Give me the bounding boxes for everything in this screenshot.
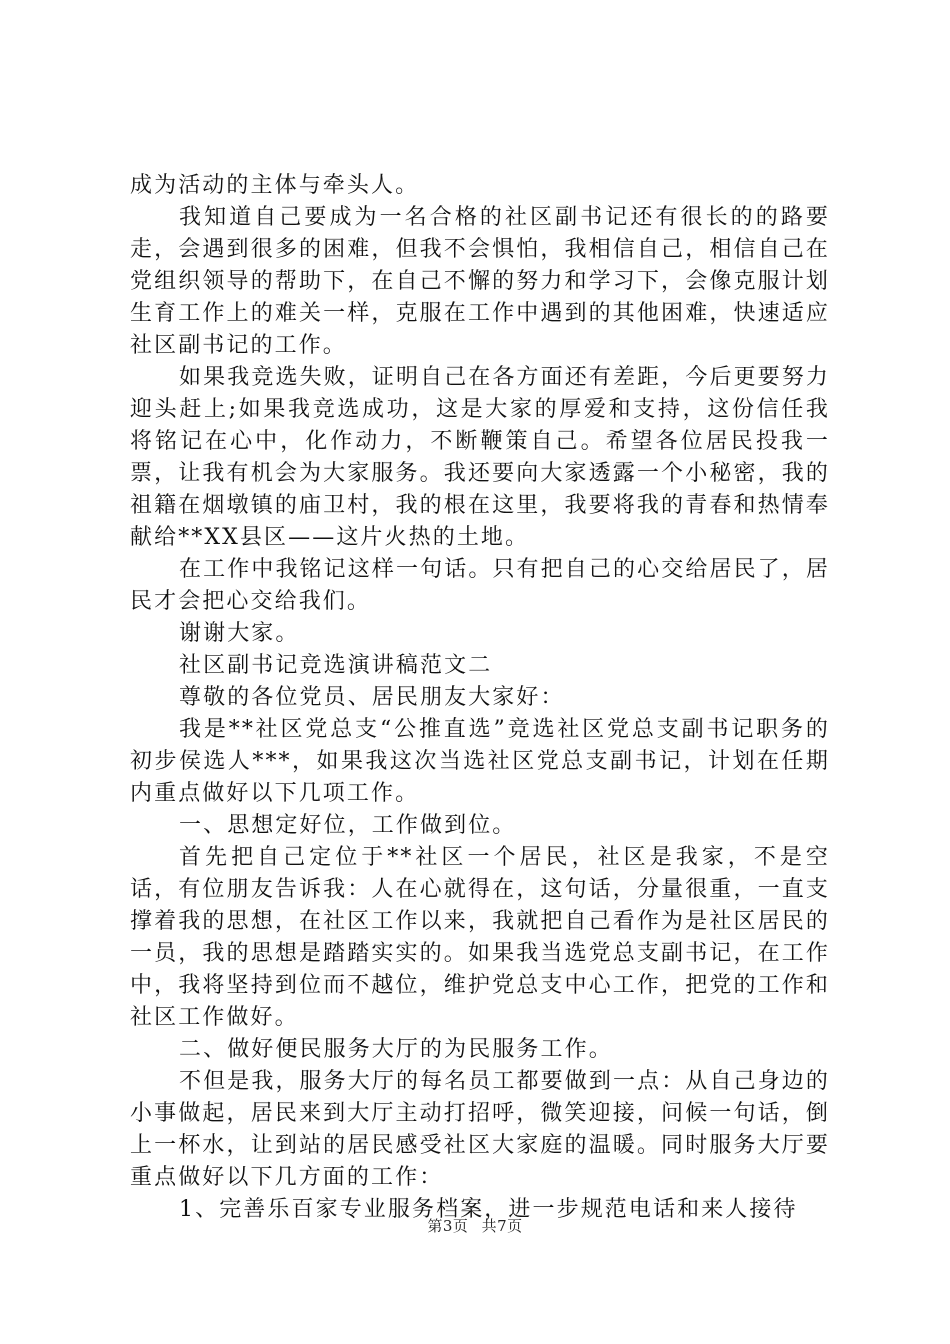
paragraph-3: 如果我竞选失败，证明自己在各方面还有差距，今后更要努力迎头赶上;如果我竞选成功，这是大家的厚爱和支持，这份信任我将铭记在心中，化作动力，不断鞭策自己。希望各位居民投我一票，让我有机会为大家服务。我还要向大家透露一个小秘密，我的祖籍在烟墩镇的庙卫村，我的根在这里，我要将我的青春和热情奉献给**XX县区——这片火热的土地。 <box>130 365 830 550</box>
heading-1: 一、思想定好位，工作做到位。 <box>179 813 517 838</box>
list-item-1: 1、完善乐百家专业服务档案，进一步规范电话和来人接待 <box>179 1197 798 1222</box>
paragraph-4: 在工作中我铭记这样一句话。只有把自己的心交给居民了，居民才会把心交给我们。 <box>130 557 830 614</box>
paragraph-12: 不但是我，服务大厅的每名员工都要做到一点：从自己身边的小事做起，居民来到大厅主动打招呼，微笑迎接，问候一句话，倒上一杯水，让到站的居民感受社区大家庭的温暖。同时服务大厅要重点做好以下几方面的工作： <box>130 1069 830 1190</box>
page-footer <box>0 1216 950 1236</box>
paragraph-8: 我是**社区党总支“公推直选”竞选社区党总支副书记职务的初步侯选人***，如果我这次当选社区党总支副书记，计划在任期内重点做好以下几项工作。 <box>130 717 830 806</box>
heading-2: 二、做好便民服务大厅的为民服务工作。 <box>179 1037 613 1062</box>
page-number: 第3页 <box>427 1217 469 1235</box>
paragraph-1: 成为活动的主体与牵头人。 <box>130 173 420 198</box>
paragraph-2: 我知道自己要成为一名合格的社区副书记还有很长的的路要走，会遇到很多的困难，但我不会惧怕，我相信自己，相信自己在党组织领导的帮助下，在自己不懈的努力和学习下，会像克服计划生育工作上的难关一样，克服在工作中遇到的其他困难，快速适应社区副书记的工作。 <box>130 205 830 358</box>
salutation: 尊敬的各位党员、居民朋友大家好： <box>179 685 565 710</box>
paragraph-5: 谢谢大家。 <box>179 621 300 646</box>
section-title: 社区副书记竞选演讲稿范文二 <box>179 653 493 678</box>
paragraph-10: 首先把自己定位于**社区一个居民，社区是我家，不是空话，有位朋友告诉我：人在心就得在，这句话，分量很重，一直支撑着我的思想，在社区工作以来，我就把自己看作为是社区居民的一员，我的思想是踏踏实实的。如果我当选党总支副书记，在工作中，我将坚持到位而不越位，维护党总支中心工作，把党的工作和社区工作做好。 <box>130 845 830 1030</box>
page-total: 共7页 <box>481 1217 523 1235</box>
document-body <box>130 170 830 1226</box>
